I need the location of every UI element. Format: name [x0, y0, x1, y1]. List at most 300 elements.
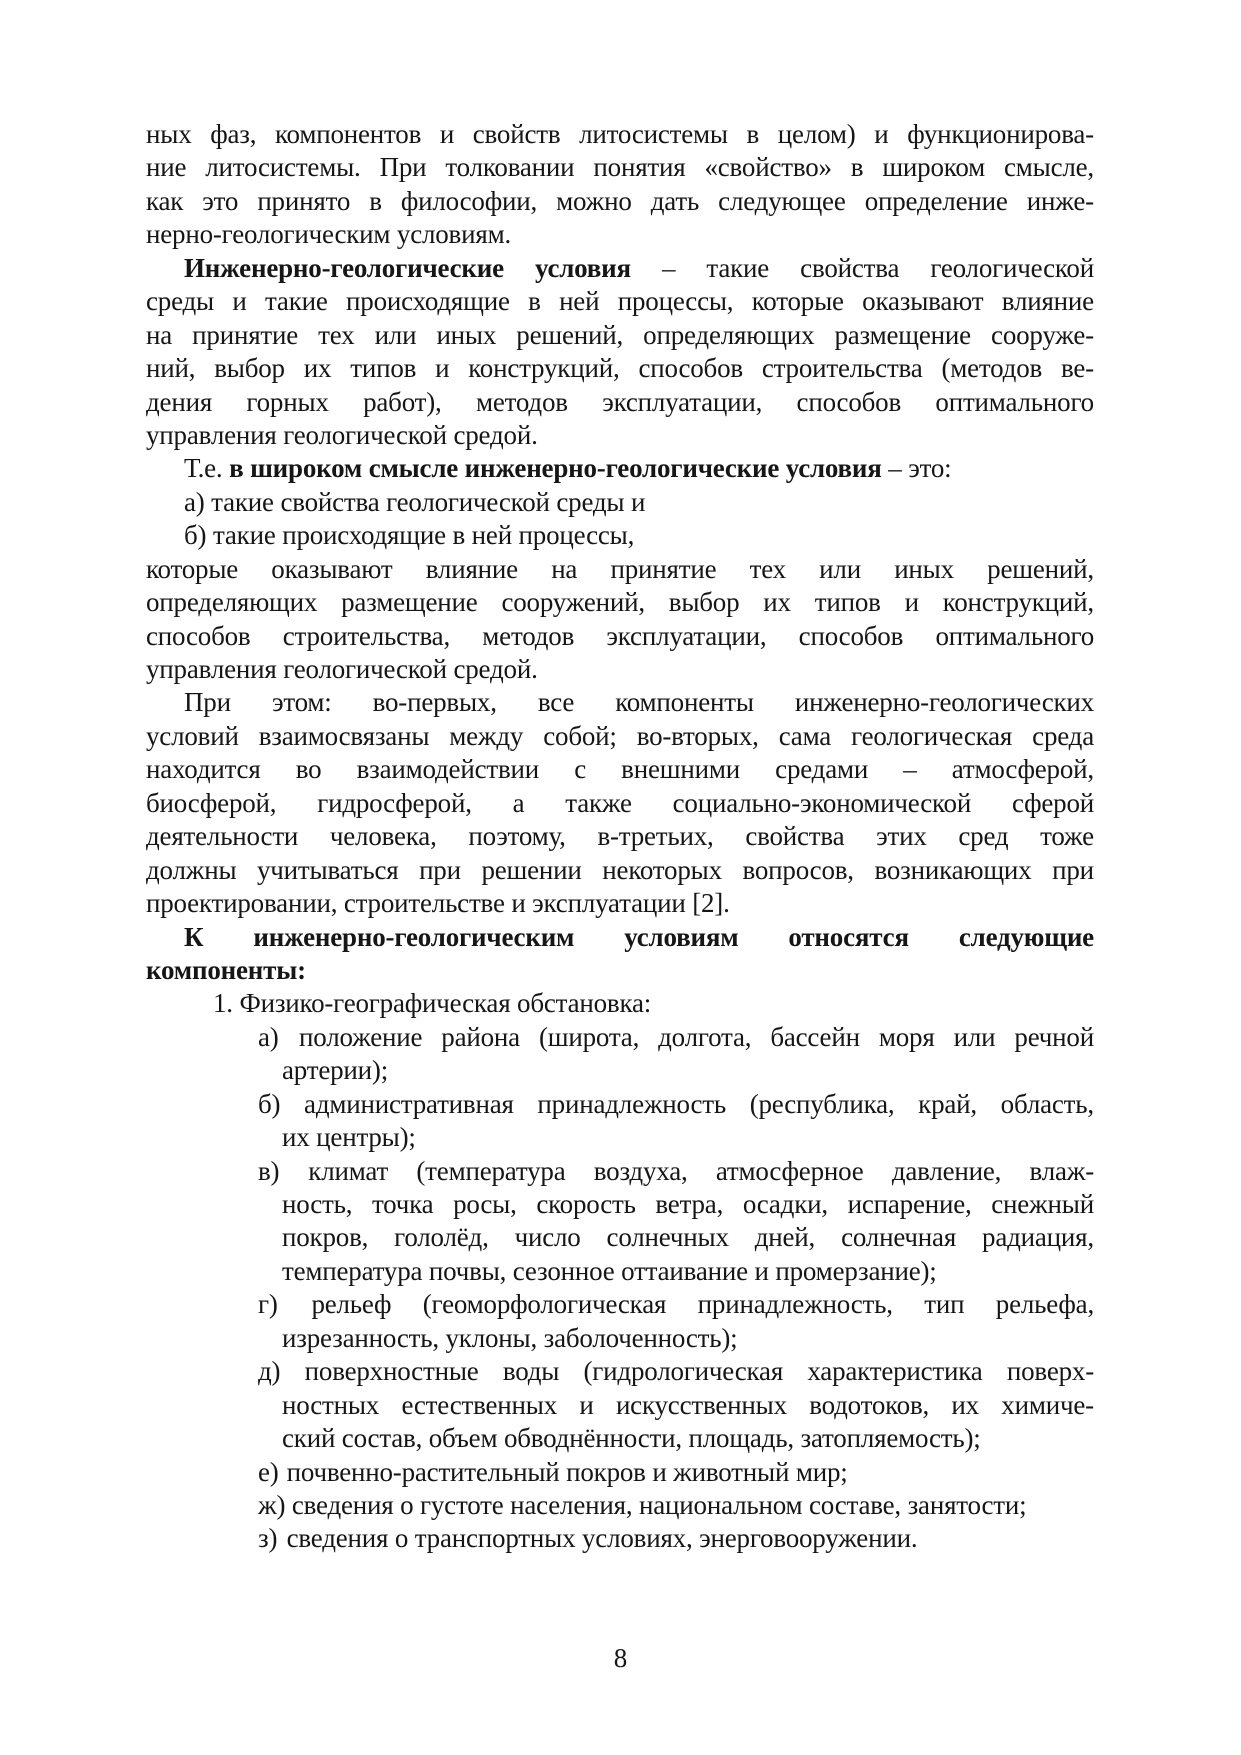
word: геологическая [851, 720, 1013, 751]
word: в [369, 185, 382, 216]
word: ней [471, 520, 512, 551]
word: средой. [453, 419, 538, 450]
bold-word: компоненты: [146, 954, 306, 985]
word: осадки, [742, 1189, 828, 1219]
word: и [511, 888, 526, 919]
word: которые [146, 553, 239, 584]
word: ных [146, 119, 192, 149]
word: такие [265, 286, 328, 317]
word: принятие [610, 553, 717, 584]
word: решений, [987, 553, 1094, 584]
word: влияние [1001, 286, 1094, 317]
text-line [146, 753, 1094, 786]
word: оттаивание [621, 1255, 748, 1286]
word: гололёд, [394, 1222, 489, 1253]
word: край, [918, 1088, 977, 1119]
text-line [146, 1522, 1094, 1555]
word: транспортных [414, 1523, 576, 1554]
text-line [146, 1255, 1094, 1288]
bold-word: широком [250, 453, 363, 484]
list-marker: з) [258, 1523, 278, 1554]
word: артерии); [282, 1055, 389, 1086]
word: и [904, 587, 919, 618]
bold-word: в [229, 453, 244, 484]
bold-word: следующие [958, 921, 1094, 952]
word: среды [556, 486, 625, 517]
word: возникающих [874, 854, 1032, 885]
word: поверхностные [304, 1356, 479, 1387]
word: понятия [593, 152, 686, 183]
bold-word: относятся [788, 921, 909, 952]
word: Т.е. [184, 453, 223, 484]
word: средой. [453, 654, 538, 684]
word: [2]. [692, 888, 730, 919]
word: процессы, [518, 520, 635, 551]
word: оказывают [271, 553, 393, 584]
word: сведения [291, 1489, 394, 1520]
word: свойства [800, 252, 900, 283]
word: это [202, 185, 239, 216]
list-marker: е) [258, 1456, 279, 1487]
text-line [146, 1456, 1094, 1489]
word: вопросов, [742, 854, 854, 885]
text-line [146, 1088, 1094, 1121]
word: или [374, 319, 417, 350]
word: и [232, 286, 247, 317]
word: горных [246, 386, 329, 417]
word: положение [299, 1021, 423, 1052]
text-line [146, 252, 1094, 285]
word: густоте [420, 1489, 504, 1520]
text-line [146, 954, 1094, 987]
word: решении [481, 854, 582, 885]
bold-word: Инженерно-геологические [184, 252, 504, 283]
word: принадлежность, [697, 1289, 893, 1320]
text-line [146, 486, 1094, 519]
word: работ), [363, 386, 442, 417]
word: в [850, 152, 864, 183]
word: оказывают [862, 286, 984, 317]
word: фаз, [210, 119, 257, 149]
word: функционирова- [907, 119, 1094, 149]
word: социально-экономической [672, 787, 972, 818]
word: этих [876, 821, 927, 852]
word: дней, [754, 1222, 816, 1253]
word: в [452, 520, 466, 551]
word: управления [146, 419, 277, 450]
word: (республика, [749, 1088, 895, 1119]
word: атмосферное [715, 1155, 864, 1186]
text-line [146, 987, 1094, 1020]
word: изрезанность, [282, 1322, 439, 1353]
word: населения, [510, 1489, 633, 1520]
word: среды [146, 286, 214, 317]
word: или [819, 553, 861, 584]
word: химиче- [1001, 1389, 1094, 1420]
word: энерговооружении. [699, 1523, 918, 1554]
text-line [146, 1288, 1094, 1321]
word: в-третьих, [597, 821, 714, 852]
word: влияние [425, 553, 518, 584]
text-line [146, 452, 1094, 485]
word: эксплуатации, [606, 620, 767, 651]
text-line [146, 620, 1094, 653]
word: этом: [271, 687, 332, 718]
word: взаимодействии [356, 754, 540, 785]
word: и [874, 119, 889, 149]
word: ностных [282, 1389, 380, 1420]
word: компоненты [615, 687, 754, 718]
list-marker: в) [258, 1155, 280, 1186]
word: оптимального [935, 620, 1094, 651]
text-line [146, 686, 1094, 719]
page-number: 8 [613, 1643, 628, 1673]
word: с [574, 754, 586, 785]
word: (геоморфологическая [422, 1289, 667, 1320]
word: геологической [283, 419, 447, 450]
word: сооруже- [991, 319, 1094, 350]
word: происходящие [346, 286, 510, 317]
word: испарение, [847, 1189, 972, 1219]
word: ность, [282, 1189, 353, 1219]
word: ветра, [655, 1189, 724, 1219]
word: 1. [213, 988, 233, 1019]
word: иных [894, 553, 954, 584]
word: речной [1014, 1021, 1094, 1052]
word: компонентов [274, 119, 422, 149]
word: условиях, [581, 1523, 693, 1554]
word: обстановка: [517, 988, 652, 1019]
word: административная [304, 1088, 514, 1119]
word: условиям. [396, 219, 512, 250]
word: геологической [930, 252, 1094, 283]
word: литосистемы [579, 119, 728, 149]
word: сооружений, [501, 587, 645, 618]
word: радиация, [982, 1222, 1094, 1253]
word: давление, [891, 1155, 1002, 1186]
word: солнечная [841, 1222, 957, 1253]
word: и [630, 486, 646, 517]
text-line [146, 586, 1094, 619]
word: составе, [809, 1489, 901, 1520]
word: биосферой, [146, 787, 277, 818]
word: определяющих [643, 319, 815, 350]
text-line [146, 1188, 1094, 1221]
word: При [379, 152, 427, 183]
word: снежный [991, 1189, 1094, 1219]
text-block [146, 118, 1094, 1556]
word: – [888, 453, 902, 484]
word: их [303, 353, 332, 384]
word: их [282, 1122, 310, 1153]
word: промерзание); [775, 1255, 937, 1286]
word: температура [282, 1255, 423, 1286]
word: объем [428, 1423, 498, 1454]
word: солнечных [606, 1222, 729, 1253]
word: конструкций, [468, 353, 620, 384]
word: климат [308, 1155, 389, 1186]
list-marker: б) [258, 1088, 281, 1119]
word: а) [184, 486, 205, 517]
word: можно [556, 185, 632, 216]
word: при [1052, 854, 1094, 885]
word: при [419, 854, 461, 885]
text-line [146, 419, 1094, 452]
word: конструкций, [942, 587, 1094, 618]
word: выбор [214, 353, 285, 384]
word: эксплуатации, [602, 386, 763, 417]
word: решений, [516, 319, 624, 350]
word: – [662, 252, 676, 283]
word: на [551, 553, 578, 584]
word: должны [146, 854, 237, 885]
word: определение [864, 185, 1008, 216]
word: о [400, 1489, 414, 1520]
word: влаж- [1029, 1155, 1094, 1186]
text-line [146, 386, 1094, 419]
word: способов [798, 620, 904, 651]
word: размещение [834, 319, 971, 350]
word: тех [318, 319, 355, 350]
word: деятельности [146, 821, 299, 852]
word: сред [958, 821, 1009, 852]
word: рельеф [311, 1289, 392, 1320]
word: ский [282, 1423, 336, 1454]
bold-word: инженерно-геологические [464, 453, 780, 484]
text-line [146, 1021, 1094, 1054]
word: учитываться [257, 854, 399, 885]
word: философии, [400, 185, 538, 216]
word: центры); [316, 1122, 416, 1153]
word: и [579, 1389, 594, 1420]
word: мир; [795, 1456, 848, 1487]
word: нерно-геологическим [146, 219, 391, 250]
word: свойства [745, 821, 845, 852]
word: принято [257, 185, 351, 216]
text-line [146, 319, 1094, 352]
word: следующее [718, 185, 846, 216]
word: – [903, 754, 917, 785]
word: б) [184, 520, 207, 551]
word: взаимосвязаны [258, 720, 430, 751]
text-line [146, 1155, 1094, 1188]
list-marker: д) [258, 1356, 281, 1387]
list-marker: г) [258, 1289, 278, 1320]
bold-word: смысле [368, 453, 459, 484]
word: способов [796, 386, 902, 417]
word: уклоны, [445, 1322, 538, 1353]
word: сама [778, 720, 832, 751]
word: бассейн [770, 1021, 860, 1052]
word: геологической [283, 654, 447, 684]
word: животный [673, 1456, 790, 1487]
word: строительстве [343, 888, 505, 919]
word: условий [146, 720, 239, 751]
word: на [146, 319, 173, 350]
word: района [441, 1021, 520, 1052]
text-line [146, 1389, 1094, 1422]
word: такие [211, 486, 274, 517]
word: оптимального [935, 386, 1094, 417]
word: их [951, 1389, 979, 1420]
word: При [184, 687, 231, 718]
word: толковании [445, 152, 575, 183]
word: которые [751, 286, 844, 317]
word: процессы, [617, 286, 734, 317]
word: во-вторых, [636, 720, 759, 751]
word: «свойство» [704, 152, 832, 183]
text-line [146, 1054, 1094, 1087]
text-line [146, 285, 1094, 318]
word: скорость [536, 1189, 636, 1219]
word: методов [475, 386, 568, 417]
word: некоторых [602, 854, 722, 885]
word: свойства [280, 486, 380, 517]
word: поверх- [1006, 1356, 1094, 1387]
word: национальном [638, 1489, 803, 1520]
bold-word: инженерно-геологическим [253, 921, 575, 952]
word: среда [1032, 720, 1094, 751]
word: или [953, 1021, 996, 1052]
word: принятие [192, 319, 299, 350]
word: росы, [453, 1189, 517, 1219]
word: ний, [146, 353, 196, 384]
word: искусственных [615, 1389, 787, 1420]
bold-word: К [184, 921, 204, 952]
text-line [146, 1121, 1094, 1154]
word: (температура [416, 1155, 566, 1186]
word: иных [436, 319, 497, 350]
text-line [146, 553, 1094, 586]
word: целом) [777, 119, 856, 149]
word: рельефа, [995, 1289, 1094, 1320]
word: и [754, 1255, 769, 1286]
list-marker: ж) [258, 1489, 286, 1520]
word: инженерно-геологических [794, 687, 1094, 718]
word: характеристика [807, 1356, 983, 1387]
word: Физико-географическая [239, 988, 511, 1019]
word: средами [775, 754, 869, 785]
text-line [146, 720, 1094, 753]
text-line [146, 218, 1094, 251]
word: точка [371, 1189, 434, 1219]
word: в [746, 119, 760, 149]
word: воздуха, [593, 1155, 688, 1186]
word: смысле, [1003, 152, 1094, 183]
word: (методов [941, 353, 1043, 384]
word: находится [146, 754, 261, 785]
word: почвенно-растительный [286, 1456, 560, 1487]
word: тех [749, 553, 786, 584]
word: область, [1000, 1088, 1094, 1119]
bold-word: условиям [624, 921, 739, 952]
text-line [146, 787, 1094, 820]
word: гидросферой, [317, 787, 472, 818]
word: типов [350, 353, 417, 384]
word: внешними [621, 754, 740, 785]
word: их [763, 587, 791, 618]
word: также [565, 787, 632, 818]
text-line [146, 1489, 1094, 1522]
word: поэтому, [468, 821, 566, 852]
word: размещение [341, 587, 478, 618]
word: дения [146, 386, 213, 417]
bold-word: условия [785, 453, 882, 484]
word: и [652, 1456, 667, 1487]
word: выбор [668, 587, 740, 618]
word: занятости; [907, 1489, 1027, 1520]
word: тоже [1040, 821, 1094, 852]
word: покров [566, 1456, 646, 1487]
word: и [439, 119, 455, 149]
word: строительства [761, 353, 923, 384]
word: (широта, [538, 1021, 640, 1052]
word: ней [559, 286, 600, 317]
word: способов [146, 620, 251, 651]
text-line [146, 185, 1094, 218]
word: моря [878, 1021, 935, 1052]
word: водотоков, [809, 1389, 930, 1420]
word: литосистемы. [205, 152, 361, 183]
text-line [146, 151, 1094, 184]
word: определяющих [146, 587, 318, 618]
text-line [146, 887, 1094, 920]
word: такие [706, 252, 770, 283]
text-line [146, 653, 1094, 686]
word: тип [924, 1289, 965, 1320]
word: естественных [401, 1389, 558, 1420]
text-line [146, 118, 1094, 151]
bold-word: условия [534, 252, 631, 283]
text-line [146, 352, 1094, 385]
list-marker: а) [258, 1021, 279, 1052]
word: как [146, 185, 184, 216]
word: (гидрологическая [583, 1356, 784, 1387]
word: во-первых, [372, 687, 497, 718]
word: управления [146, 654, 277, 684]
word: геологической [386, 486, 550, 517]
word: воды [502, 1356, 560, 1387]
word: покров, [282, 1222, 369, 1253]
text-line [146, 854, 1094, 887]
word: все [537, 687, 575, 718]
text-line [146, 820, 1094, 853]
word: такие [212, 520, 276, 551]
word: площадь, [688, 1423, 794, 1454]
word: а [512, 787, 525, 818]
word: методов [482, 620, 575, 651]
word: обводнённости, [503, 1423, 682, 1454]
text-line [146, 519, 1094, 552]
word: заболоченность); [543, 1322, 738, 1353]
word: ние [146, 152, 187, 183]
word: и [435, 353, 450, 384]
word: эксплуатации [532, 888, 686, 919]
word: типов [814, 587, 881, 618]
word: между [449, 720, 524, 751]
word: о [394, 1523, 409, 1554]
word: сведения [286, 1523, 389, 1554]
word: состав, [341, 1423, 423, 1454]
word: сферой [1011, 787, 1094, 818]
word: атмосферой, [951, 754, 1094, 785]
word: инже- [1026, 185, 1094, 216]
word: сезонное [512, 1255, 615, 1286]
text-line [146, 921, 1094, 954]
word: дать [650, 185, 700, 216]
text-line [146, 1355, 1094, 1388]
word: свойств [472, 119, 561, 149]
